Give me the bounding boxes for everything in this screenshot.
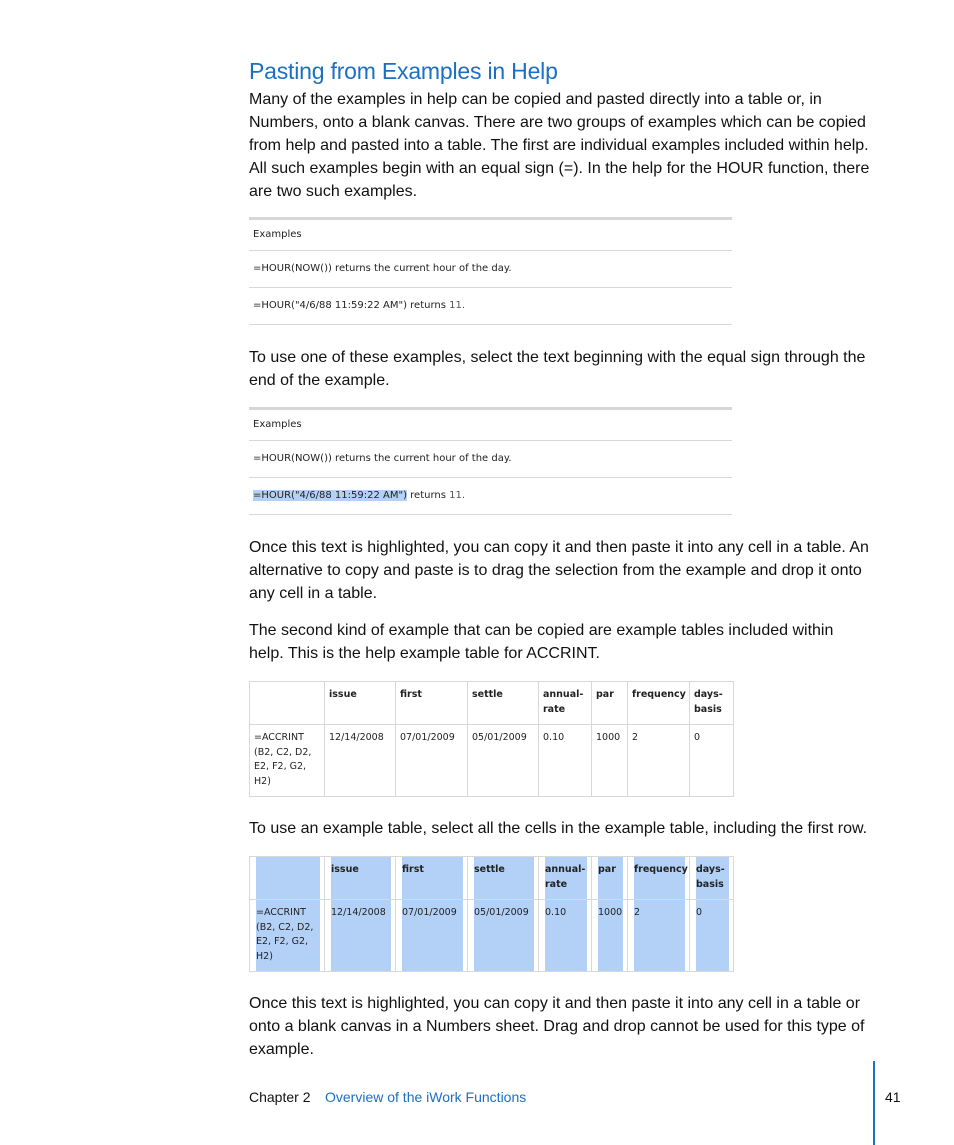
header-cell-annual-rate[interactable]: annual- rate <box>539 682 592 725</box>
header-cell-issue[interactable]: issue <box>325 682 396 725</box>
example-row-now[interactable]: =HOUR(NOW()) returns the current hour of the day. <box>249 251 732 288</box>
example-row-now[interactable]: =HOUR(NOW()) returns the current hour of the day. <box>249 441 732 478</box>
cell-formula[interactable]: =ACCRINT (B2, C2, D2, E2, F2, G2, H2) <box>250 725 325 797</box>
example-result: 11. <box>449 490 466 501</box>
example-formula[interactable]: =HOUR("4/6/88 11:59:22 AM") <box>253 300 407 311</box>
header-cell-settle[interactable]: settle <box>468 857 539 900</box>
examples-header: Examples <box>249 410 732 441</box>
example-row-date[interactable] <box>249 288 732 325</box>
copy-paste-paragraph: Once this text is highlighted, you can copy it and then paste it into any cell in a table. An alternative to copy and paste is to drag the selection from the example and drop it onto any cell in a table. <box>249 539 869 602</box>
section-heading: Pasting from Examples in Help <box>249 58 558 84</box>
example-formula-selected[interactable]: =HOUR("4/6/88 11:59:22 AM") <box>253 490 407 501</box>
examples-box-2 <box>249 407 732 515</box>
table-header-row <box>250 857 734 900</box>
header-cell-frequency[interactable]: frequency <box>628 682 690 725</box>
closing-paragraph: Once this text is highlighted, you can copy it and then paste it into any cell in a table or onto a blank canvas in a Numbers sheet. Drag and drop cannot be used for this type of example. <box>249 995 865 1058</box>
cell-par[interactable]: 1000 <box>592 900 628 972</box>
footer-divider <box>873 1061 875 1145</box>
table-row <box>250 725 734 797</box>
cell-days-basis[interactable]: 0 <box>690 725 734 797</box>
header-cell-days-basis[interactable]: days- basis <box>690 682 734 725</box>
page-number: 41 <box>885 1089 901 1105</box>
example-row-date[interactable] <box>249 478 732 515</box>
header-cell-first[interactable]: first <box>396 857 468 900</box>
cell-first[interactable]: 07/01/2009 <box>396 725 468 797</box>
cell-settle[interactable]: 05/01/2009 <box>468 725 539 797</box>
cell-frequency[interactable]: 2 <box>628 725 690 797</box>
header-cell-blank[interactable] <box>250 682 325 725</box>
examples-box-1 <box>249 217 732 325</box>
example-returns-text: returns <box>406 490 450 501</box>
cell-annual-rate[interactable]: 0.10 <box>539 900 592 972</box>
example-tables-paragraph: The second kind of example that can be copied are example tables included within help. This is the help example table for ACCRINT. <box>249 622 834 662</box>
intro-paragraph: Many of the examples in help can be copied and pasted directly into a table or, in Numbers, onto a blank canvas. There are two groups of examples which can be copied from help and pasted into a table. The first are individual examples included within help. All such examples begin with an equal sign (=). In the help for the HOUR function, there are two such examples. <box>249 91 870 200</box>
header-cell-settle[interactable]: settle <box>468 682 539 725</box>
examples-header: Examples <box>249 220 732 251</box>
header-cell-par[interactable]: par <box>592 857 628 900</box>
cell-days-basis[interactable]: 0 <box>690 900 734 972</box>
cell-frequency[interactable]: 2 <box>628 900 690 972</box>
header-cell-days-basis[interactable]: days- basis <box>690 857 734 900</box>
header-cell-annual-rate[interactable]: annual- rate <box>539 857 592 900</box>
header-cell-first[interactable]: first <box>396 682 468 725</box>
cell-issue[interactable]: 12/14/2008 <box>325 725 396 797</box>
example-result: 11. <box>449 300 466 311</box>
select-table-paragraph: To use an example table, select all the cells in the example table, including the first row. <box>249 820 868 837</box>
cell-formula[interactable]: =ACCRINT (B2, C2, D2, E2, F2, G2, H2) <box>250 900 325 972</box>
accrint-example-table <box>249 681 734 797</box>
example-returns-text: returns <box>406 300 450 311</box>
cell-par[interactable]: 1000 <box>592 725 628 797</box>
table-row <box>250 900 734 972</box>
cell-annual-rate[interactable]: 0.10 <box>539 725 592 797</box>
cell-issue[interactable]: 12/14/2008 <box>325 900 396 972</box>
header-cell-blank[interactable] <box>250 857 325 900</box>
select-instruction-paragraph: To use one of these examples, select the text beginning with the equal sign through the end of the example. <box>249 349 866 389</box>
footer-chapter-title[interactable]: Overview of the iWork Functions <box>325 1089 527 1105</box>
header-cell-issue[interactable]: issue <box>325 857 396 900</box>
table-header-row <box>250 682 734 725</box>
header-cell-frequency[interactable]: frequency <box>628 857 690 900</box>
footer-chapter-label: Chapter 2 <box>249 1089 311 1105</box>
cell-first[interactable]: 07/01/2009 <box>396 900 468 972</box>
accrint-example-table-selected <box>249 856 734 972</box>
cell-settle[interactable]: 05/01/2009 <box>468 900 539 972</box>
header-cell-par[interactable]: par <box>592 682 628 725</box>
